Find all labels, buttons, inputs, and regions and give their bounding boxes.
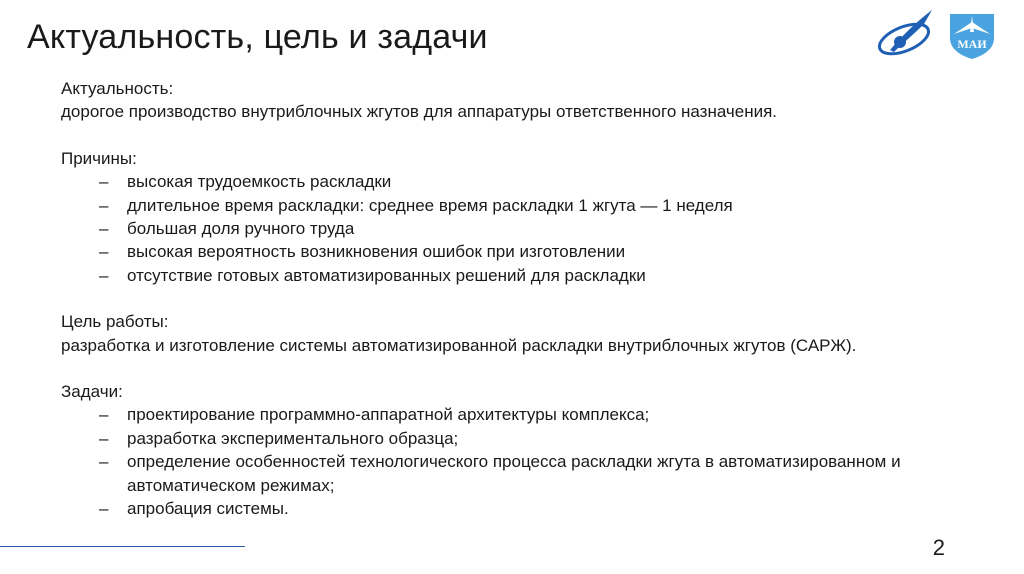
list-item [61, 403, 961, 426]
bullet-dash: – [99, 265, 109, 285]
bullet-dash: – [99, 242, 109, 262]
list-item [61, 170, 961, 193]
page-number: 2 [932, 535, 945, 560]
list-item-text: длительное время раскладки: среднее время раскладки 1 жгута — 1 неделя [127, 195, 733, 215]
list-item-text: определение особенностей технологического процесса раскладки жгута в автоматизированном и автоматическом режимах; [127, 452, 901, 495]
tasks-heading: Задачи: [61, 382, 123, 402]
bullet-dash: – [99, 195, 109, 215]
list-item-text: апробация системы. [127, 499, 289, 519]
reasons-section [61, 147, 961, 287]
tasks-list [61, 403, 961, 520]
emblem-logo-icon [876, 6, 938, 60]
slide-title: Актуальность, цель и задачи [27, 18, 488, 56]
reasons-heading: Причины: [61, 148, 137, 168]
logos [876, 6, 998, 60]
list-item [61, 217, 961, 240]
list-item-text: проектирование программно-аппаратной архитектуры комплекса; [127, 405, 650, 425]
relevance-section [61, 77, 961, 124]
footer-divider [0, 546, 245, 547]
list-item [61, 240, 961, 263]
list-item [61, 427, 961, 450]
bullet-dash: – [99, 405, 109, 425]
bullet-dash: – [99, 219, 109, 239]
tasks-section [61, 380, 961, 520]
goal-heading: Цель работы: [61, 312, 169, 332]
reasons-list [61, 170, 961, 287]
list-item-text: большая доля ручного труда [127, 219, 355, 239]
bullet-dash: – [99, 172, 109, 192]
list-item-text: высокая трудоемкость раскладки [127, 172, 392, 192]
list-item [61, 450, 961, 497]
bullet-dash: – [99, 452, 109, 472]
list-item [61, 194, 961, 217]
mai-logo-text: МАИ [957, 37, 987, 51]
list-item-text: высокая вероятность возникновения ошибок при изготовлении [127, 242, 626, 262]
mai-logo-icon [946, 8, 998, 60]
bullet-dash: – [99, 499, 109, 519]
list-item [61, 264, 961, 287]
goal-text: разработка и изготовление системы автоматизированной раскладки внутриблочных жгутов (САРЖ). [61, 335, 857, 355]
relevance-text: дорогое производство внутриблочных жгутов для аппаратуры ответственного назначения. [61, 102, 778, 122]
list-item-text: разработка экспериментального образца; [127, 428, 459, 448]
bullet-dash: – [99, 428, 109, 448]
slide-content [61, 77, 961, 521]
relevance-heading: Актуальность: [61, 79, 174, 98]
list-item [61, 497, 961, 520]
goal-section [61, 310, 961, 357]
list-item-text: отсутствие готовых автоматизированных решений для раскладки [127, 265, 646, 285]
